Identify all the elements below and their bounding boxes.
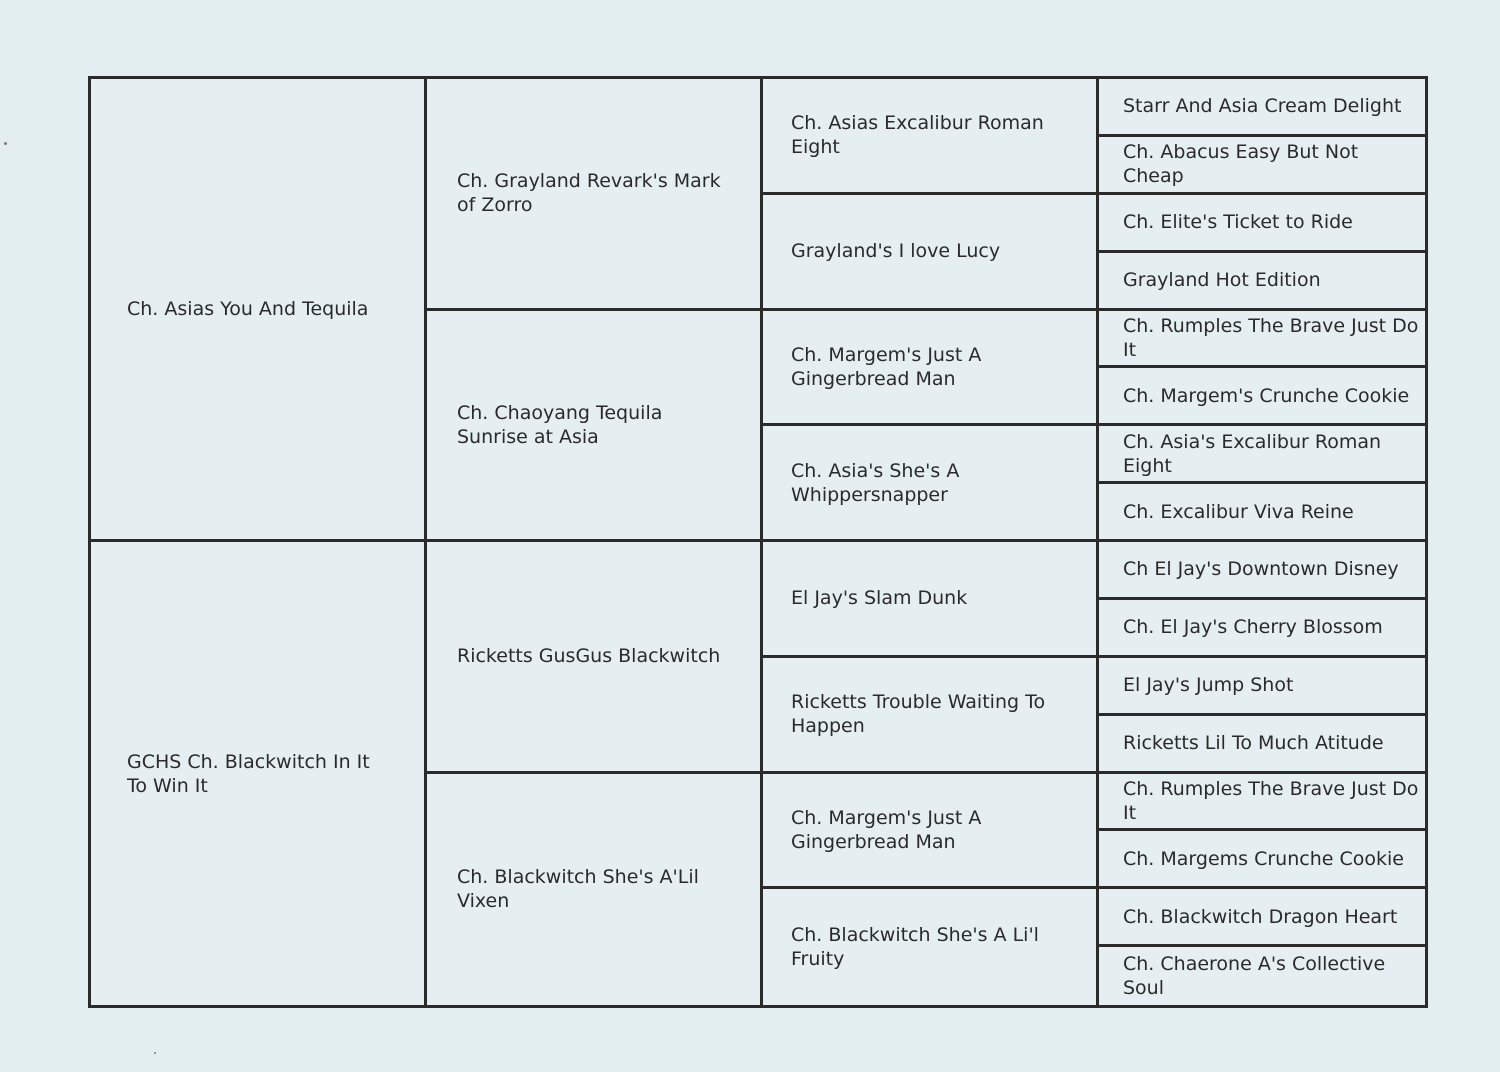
gen3-cell <box>763 542 1099 658</box>
gen4-name: Ch. Elite's Ticket to Ride <box>1123 211 1353 234</box>
gen4-cell <box>1099 600 1425 658</box>
gen4-cell <box>1099 658 1425 716</box>
gen2-name: Ch. Grayland Revark's Mark of Zorro <box>457 170 721 217</box>
gen4-cell <box>1099 947 1425 1005</box>
gen3-cell <box>763 774 1099 890</box>
gen4-cell <box>1099 137 1425 195</box>
gen3-name: Ch. Margem's Just A Gingerbread Man <box>791 343 982 390</box>
gen2-cell <box>427 311 763 543</box>
gen4-cell <box>1099 774 1425 832</box>
gen4-cell <box>1099 484 1425 542</box>
gen4-cell <box>1099 716 1425 774</box>
gen2-name: Ch. Blackwitch She's A'Lil Vixen <box>457 866 699 913</box>
gen3-name: Ch. Blackwitch She's A Li'l Fruity <box>791 924 1039 971</box>
gen1-dam-name: GCHS Ch. Blackwitch In It To Win It <box>127 750 370 797</box>
gen4-cell <box>1099 831 1425 889</box>
gen4-name: Ch. Abacus Easy But Not Cheap <box>1123 141 1359 188</box>
gen4-name: Ch. Margem's Crunche Cookie <box>1123 384 1410 407</box>
gen4-name: Ch. Chaerone A's Collective Soul <box>1123 953 1386 1000</box>
gen2-cell <box>427 542 763 774</box>
gen4-cell <box>1099 368 1425 426</box>
paper-speck <box>154 1052 156 1054</box>
gen3-cell <box>763 889 1099 1005</box>
gen3-cell <box>763 311 1099 427</box>
gen4-cell <box>1099 889 1425 947</box>
gen4-name: Ch. Rumples The Brave Just Do It <box>1123 777 1419 824</box>
gen4-cell <box>1099 311 1425 369</box>
gen4-name: Ricketts Lil To Much Atitude <box>1123 732 1384 755</box>
gen4-cell <box>1099 253 1425 311</box>
gen4-name: Ch. Rumples The Brave Just Do It <box>1123 314 1419 361</box>
gen4-name: Grayland Hot Edition <box>1123 269 1321 292</box>
gen4-cell <box>1099 542 1425 600</box>
gen4-name: El Jay's Jump Shot <box>1123 674 1294 697</box>
gen3-name: Ch. Margem's Just A Gingerbread Man <box>791 806 982 853</box>
paper-speck <box>4 142 7 145</box>
gen3-name: Ricketts Trouble Waiting To Happen <box>791 691 1046 738</box>
gen4-cell <box>1099 426 1425 484</box>
gen3-cell <box>763 79 1099 195</box>
gen4-name: Ch. El Jay's Cherry Blossom <box>1123 616 1383 639</box>
gen4-name: Ch. Margems Crunche Cookie <box>1123 847 1404 870</box>
gen1-sire <box>91 79 427 542</box>
gen1-dam <box>91 542 427 1005</box>
gen2-name: Ricketts GusGus Blackwitch <box>457 645 721 668</box>
gen4-cell <box>1099 195 1425 253</box>
gen4-cell <box>1099 79 1425 137</box>
gen3-name: Ch. Asia's She's A Whippersnapper <box>791 459 960 506</box>
gen4-name: Ch. Asia's Excalibur Roman Eight <box>1123 430 1382 477</box>
gen3-name: Ch. Asias Excalibur Roman Eight <box>791 112 1044 159</box>
gen3-name: El Jay's Slam Dunk <box>791 587 968 610</box>
pedigree-table <box>88 76 1428 1008</box>
gen2-name: Ch. Chaoyang Tequila Sunrise at Asia <box>457 401 663 448</box>
gen4-name: Ch. Blackwitch Dragon Heart <box>1123 905 1398 928</box>
gen3-cell <box>763 426 1099 542</box>
gen3-cell <box>763 658 1099 774</box>
gen3-cell <box>763 195 1099 311</box>
gen3-name: Grayland's I love Lucy <box>791 240 1001 263</box>
gen2-cell <box>427 774 763 1006</box>
gen4-name: Ch El Jay's Downtown Disney <box>1123 558 1399 581</box>
gen2-cell <box>427 79 763 311</box>
gen4-name: Ch. Excalibur Viva Reine <box>1123 500 1354 523</box>
gen4-name: Starr And Asia Cream Delight <box>1123 95 1402 118</box>
gen1-sire-name: Ch. Asias You And Tequila <box>127 298 369 320</box>
